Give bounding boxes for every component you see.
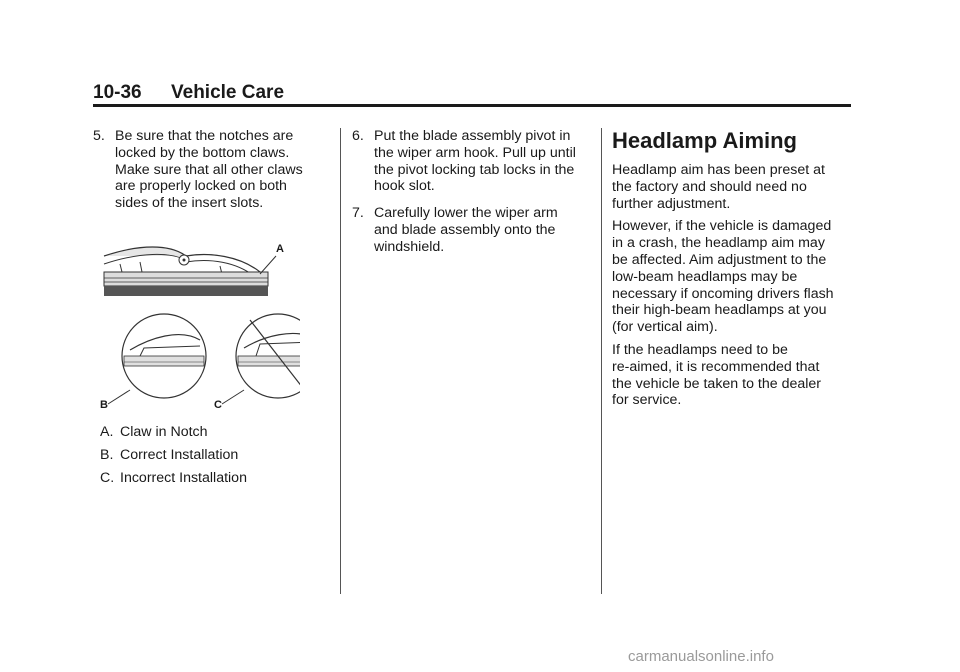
middle-column [352,128,592,266]
column-divider [340,128,341,594]
paragraph: If the headlamps need to be re-aimed, it is recommended that the vehicle be taken to the dealer for service. [612,341,822,409]
section-heading: Headlamp Aiming [612,128,797,153]
page-number: 10-36 [93,82,142,103]
wiper-claw-illustration [100,238,300,410]
step-text: Carefully lower the wiper arm and blade assembly onto the windshield. [374,205,558,255]
label-a: A [276,243,284,255]
page-header [93,82,851,107]
left-column [93,128,333,222]
step-6 [352,128,592,195]
detail-correct [100,314,206,410]
paragraph: However, if the vehicle is damaged in a crash, the headlamp aim may be affected. Aim adjustment to the low-beam headlamps may be necessary if oncoming drivers flash their high-beam headlamps at you (for vertical aim). [612,218,834,336]
section-title: Vehicle Care [171,82,285,103]
caption-item: B. Correct Installation [100,446,239,463]
figure-caption [100,424,247,492]
paragraph: Headlamp aim has been preset at the factory and should need no further adjustment. [612,162,825,212]
step-text: Put the blade assembly pivot in the wiper arm hook. Pull up until the pivot locking tab locks in the hook slot. [374,128,576,195]
right-column [612,128,852,415]
caption-item: A. Claw in Notch [100,424,208,440]
step-number: 6. [352,128,364,144]
label-b: B [100,399,108,410]
detail-incorrect [214,314,300,410]
step-7 [352,205,592,255]
column-divider [601,128,602,594]
step-number: 5. [93,128,105,144]
step-text: Be sure that the notches are locked by the bottom claws. Make sure that all other claws are properly locked on both sides of the insert slots. [115,128,303,212]
caption-item: C. Incorrect Installation [100,469,247,486]
label-c: C [214,399,222,410]
step-5 [93,128,333,212]
watermark: carmanualsonline.info [628,648,774,665]
blade-overview [104,243,284,296]
step-number: 7. [352,205,364,222]
